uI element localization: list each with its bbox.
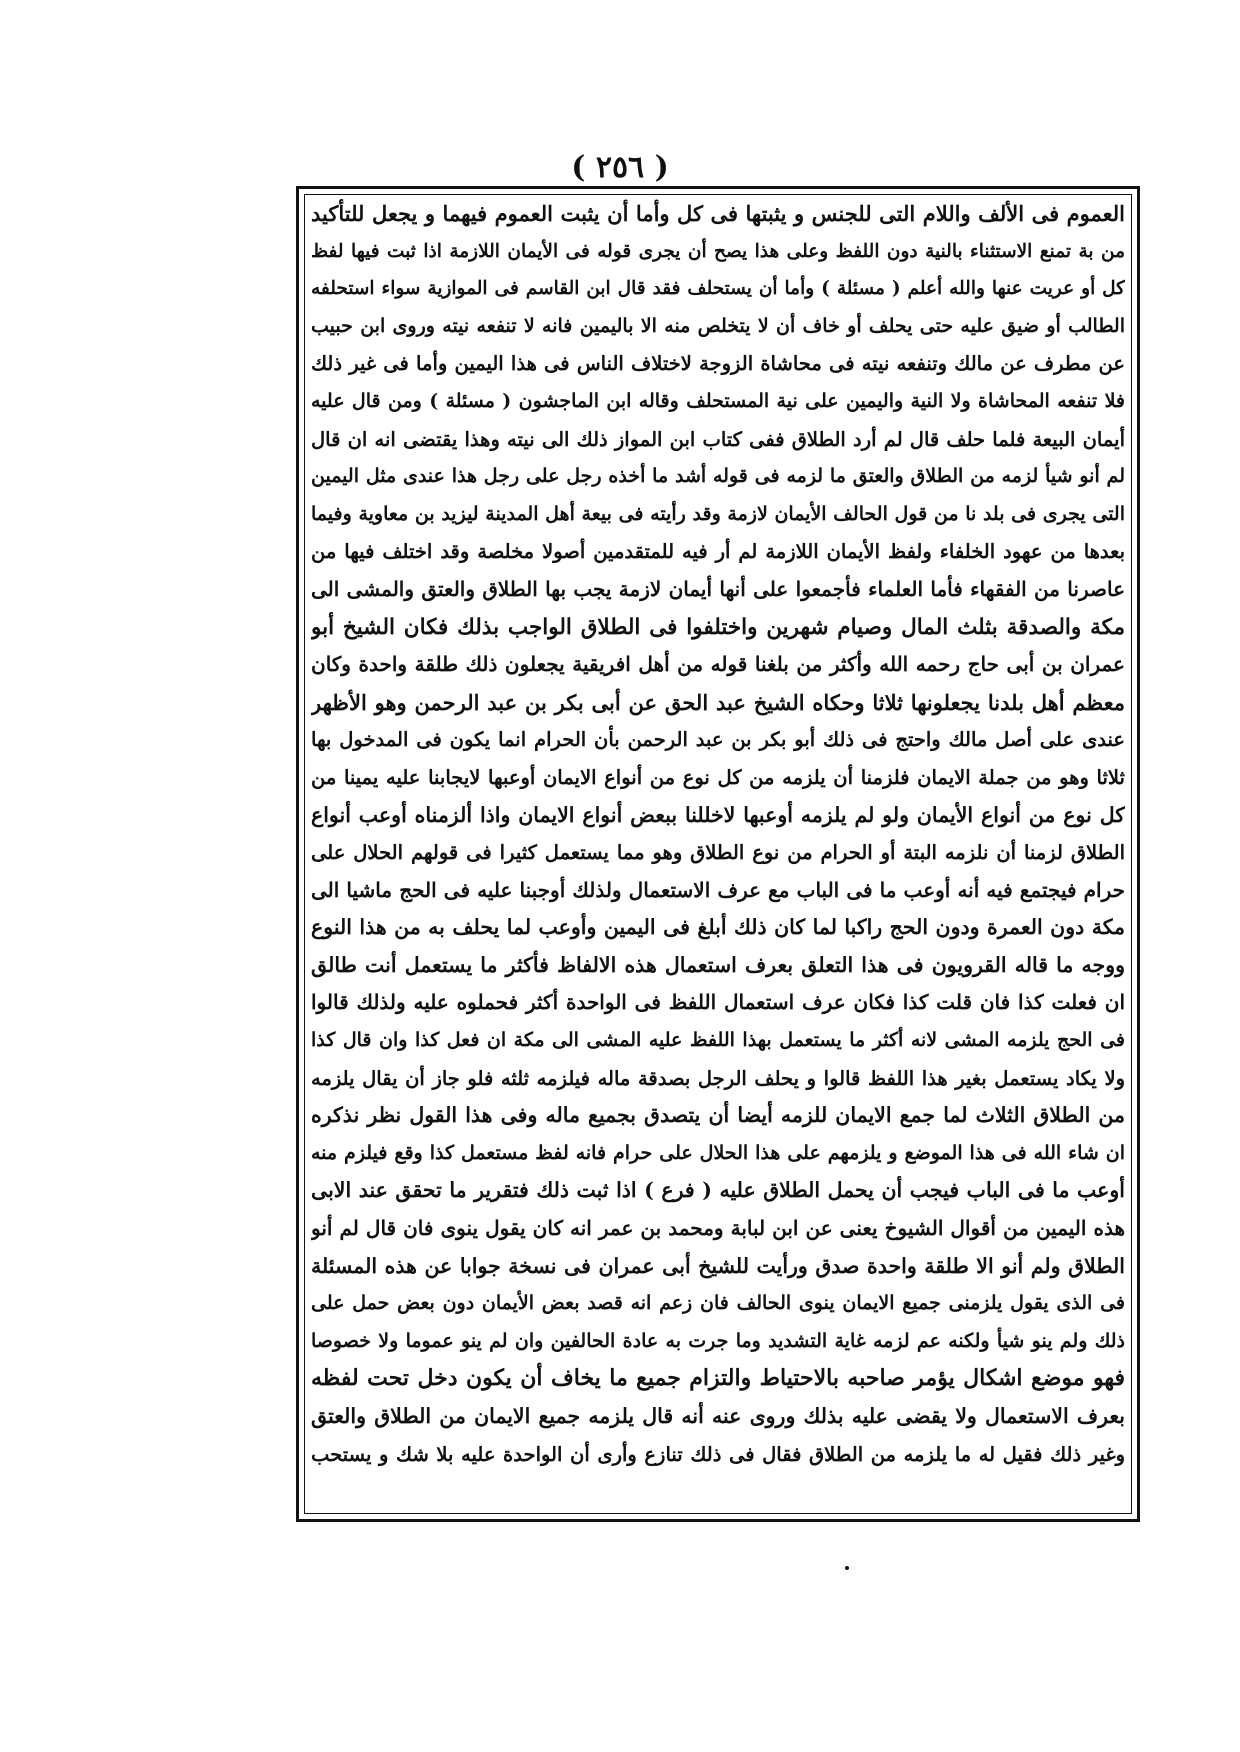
text-line: عن مطرف عن مالك وتنفعه نيته فى محاشاة الزوجة لاختلاف الناس فى هذا اليمين وأما فى غير ذلك [311, 352, 1125, 376]
text-line: أوعب ما فى الباب فيجب أن يحمل الطلاق عليه ( فرع ) اذا ثبت ذلك فتقرير ما تحقق عند الابى [311, 1178, 1125, 1203]
text-line: عاصرنا من الفقهاء فأما العلماء فأجمعوا على أنها أيمان لازمة يجب بها الطلاق والعتق والمشى الى [311, 576, 1125, 601]
text-line: عمران بن أبى حاج رحمه الله وأكثر من بلغنا قوله من أهل افريقية يجعلون ذلك طلقة واحدة وكان [311, 652, 1125, 677]
text-line: العموم فى الألف واللام التى للجنس و يثبتها فى كل وأما أن يثبت العموم فيهما و يجعل للتأكيد [311, 201, 1125, 226]
text-line: فى الحج يلزمه المشى لانه أكثر ما يستعمل بهذا اللفظ عليه المشى الى مكة ان فعل كذا وان قال كذا [311, 1029, 1125, 1052]
text-line: كل أو عريت عنها والله أعلم ( مسئلة ) وأما أن يستحلف فقد قال ابن القاسم فى الموازية سواء استحلفه [311, 278, 1125, 300]
text-line: ذلك ولم ينو شيأ ولكنه عم لزمه غاية التشديد وما جرت به عادة الحالفين وان لم ينو عموما ولا خصوصا [311, 1329, 1125, 1352]
text-line: من الطلاق الثلاث لما جمع الايمان للزمه أيضا أن يتصدق بجميع ماله وفى هذا القول نظر نذكره [311, 1103, 1125, 1128]
text-line: الطلاق ولم أنو الا طلقة واحدة صدق ورأيت للشيخ أبى عمران فى نسخة جوابا عن هذه المسئلة [311, 1253, 1125, 1278]
text-line: أيمان البيعة فلما حلف قال لم أرد الطلاق ففى كتاب ابن المواز ذلك الى نيته وهذا يقتضى انه ان قال [311, 427, 1125, 451]
text-line: حرام فيجتمع فيه أنه أوعب ما فى الباب مع عرف الاستعمال ولذلك أوجبنا عليه فى الحج ماشيا الى [311, 877, 1125, 902]
text-line: فهو موضع اشكال يؤمر صاحبه بالاحتياط والتزام جميع ما يخاف أن يكون دخل تحت لفظه [311, 1365, 1125, 1392]
text-line: ولا يكاد يستعمل بغير هذا اللفظ قالوا و يحلف الرجل بصدقة ماله فيلزمه ثلثه فلو جاز أن يقال يلزمه [311, 1066, 1125, 1090]
text-line: ان شاء الله فى هذا الموضع و يلزمهم على هذا الحلال على حرام فانه لفظ مستعمل كذا وقع فيلزم منه [311, 1141, 1125, 1164]
text-body [311, 195, 1125, 1513]
text-line: الطالب أو ضيق عليه حتى يحلف أو خاف أن لا يتخلص منه الا باليمين فانه لا تنفعه نيته وروى ابن حبيب [311, 314, 1125, 337]
text-frame [296, 186, 1140, 1522]
text-line: بعرف الاستعمال ولا يقضى عليه بذلك وروى عنه أنه قال يلزمه جميع الايمان من الطلاق والعتق [311, 1404, 1125, 1428]
text-line: عندى على أصل مالك واحتج فى ذلك أبو بكر بن عبد الرحمن بأن الحرام انما يكون فى المدخول بها [311, 728, 1125, 752]
text-line: بعدها من عهود الخلفاء ولفظ الأيمان اللازمة لم أر فيه للمتقدمين أصولا مخلصة وقد اختلف فيها من [311, 540, 1125, 564]
text-line: وغير ذلك فقيل له ما يلزمه من الطلاق فقال فى ذلك تنازع وأرى أن الواحدة عليه بلا شك و يستحب [311, 1442, 1125, 1466]
text-line: معظم أهل بلدنا يجعلونها ثلاثا وحكاه الشيخ عبد الحق عن أبى بكر بن عبد الرحمن وهو الأظهر [311, 689, 1125, 715]
page-number: ( ٢٥٦ ) [571, 150, 669, 185]
text-line: من بة تمنع الاستثناء بالنية دون اللفظ وعلى هذا يصح أن يجرى قوله فى الأيمان اللازمة اذا ثبت فيها لفظ [311, 240, 1125, 262]
text-line: لم أنو شيأ لزمه من الطلاق والعتق ما لزمه فى قوله أشد ما أخذه رجل على رجل هذا عندى مثل اليمين [311, 465, 1125, 488]
text-line: ان فعلت كذا فان قلت كذا فكان عرف استعمال اللفظ فى الواحدة أكثر فحملوه عليه ولذلك قالوا [311, 990, 1125, 1015]
text-line: ووجه ما قاله القرويون فى هذا التعلق بعرف استعمال هذه الالفاظ فأكثر ما يستعمل أنت طالق [311, 952, 1125, 977]
text-line: ثلاثا وهو من جملة الايمان فلزمنا أن يلزمه من كل نوع من أنواع الايمان أوعبها لايجابنا عليه يمينا من [311, 765, 1125, 789]
text-line: هذه اليمين من أقوال الشيوخ يعنى عن ابن لبابة ومحمد بن عمر انه كان يقول ينوى فان قال لم أنو [311, 1216, 1125, 1241]
text-line: مكة دون العمرة ودون الحج راكبا لما كان ذلك أبلغ فى اليمين وأوعب لما يحلف به من هذا النوع [311, 915, 1125, 940]
text-line: الطلاق لزمنا أن نلزمه البتة أو الحرام من نوع الطلاق وهو مما يستعمل كثيرا فى قولهم الحلال على [311, 841, 1125, 865]
text-line: التى يجرى فى بلد نا من قول الحالف الأيمان لازمة وقد رأيته فى بيعة أهل المدينة ليزيد بن معاوية وفيما [311, 502, 1125, 525]
text-line: فى الذى يقول يلزمنى جميع الايمان ينوى الحالف فان زعم انه قصد بعض الأيمان دون بعض حمل على [311, 1292, 1125, 1315]
text-line: فلا تنفعه المحاشاة ولا النية واليمين على نية المستحلف وقاله ابن الماجشون ( مسئلة ) ومن قال عليه [311, 389, 1125, 412]
text-line: كل نوع من أنواع الأيمان ولو لم يلزمه أوعبها لاخللنا ببعض أنواع الايمان واذا ألزمناه أوعب أنواع [311, 802, 1125, 827]
text-line: مكة والصدقة بثلث المال وصيام شهرين واختلفوا فى الطلاق الواجب بذلك فكان الشيخ أبو [311, 614, 1125, 640]
stray-ink-dot [845, 1566, 849, 1570]
